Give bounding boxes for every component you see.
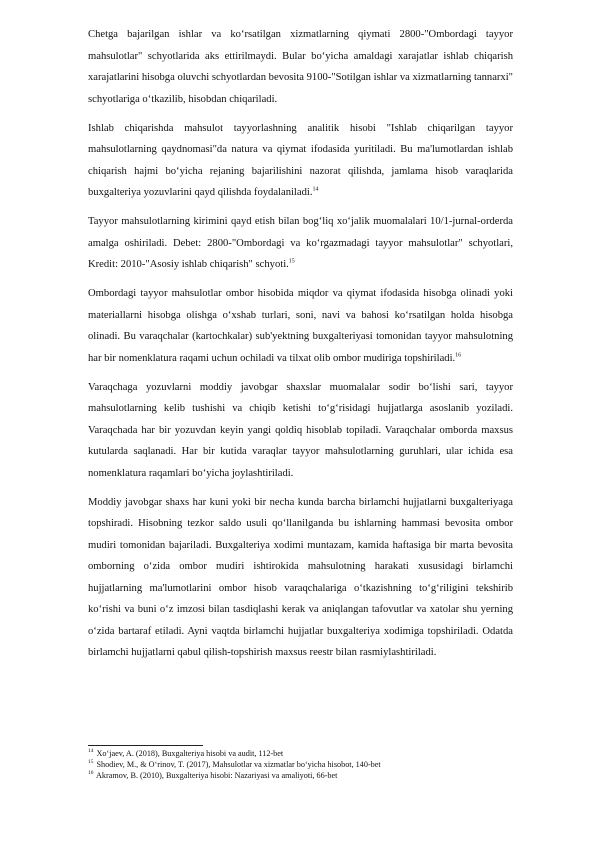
footnote-16 (88, 770, 518, 781)
paragraph-4: Ombordagi tayyor mahsulotlar ombor hisobida miqdor va qiymat ifodasida hisobga olinadi yoki materiallarni hisobga olishga o‘xshab turlari, soni, navi va bahosi ko‘rsatilgan holda hisobga olinadi. Bu varaqchalar (kartochkalar) sub'yektning buxgalteriyasi tomonidan tayyor mahsulotning har bir nomenklatura raqami uchun ochiladi va tilxat olib ombor mudiriga topshiriladi.$^{16}$ (88, 288, 513, 364)
footnote-text: Akramov, B. (2010), Buxgalteriya hisobi: Nazariyasi va amaliyoti, 66-bet (96, 771, 338, 780)
footnote-separator (88, 745, 203, 746)
paragraph-2: Ishlab chiqarishda mahsulot tayyorlashning analitik hisobi "Ishlab chiqarilgan tayyor mahsulotlarning qaydnomasi"da natura va qiymat ifodasida yuritiladi. Bu ma'lumotlardan ishlab chiqarish hajmi bo‘yicha rejaning bajarilishini nazorat qilishda, jamlama hisob varaqlarida buxgalteriya yozuvlarini qayd qilishda foydalaniladi.$^{14}$ (88, 122, 513, 198)
footnote-14 (88, 748, 518, 759)
footnote-number: 16 (88, 770, 94, 777)
footnote-text: Shodiev, M., & O‘rinov, T. (2017), Mahsulotlar va xizmatlar bo‘yicha hisobot, 140-bet (96, 760, 381, 769)
paragraph-6: Moddiy javobgar shaxs har kuni yoki bir necha kunda barcha birlamchi hujjatlarni buxgalteriyaga topshiradi. Hisobning tezkor saldo usuli qo‘llanilganda bu ishlarning hammasi bevosita ombor mudiri tomonidan bajariladi. Buxgalteriya xodimi muntazam, kamida haftasiga bir marta bevosita omborning o‘zida ombor mudiri ishtirokida mahsulotning harakati xususidagi birlamchi hujjatlarning ma'lumotlarini ombor hisob varaqchalariga o‘tkazishning to‘g‘riligini tekshirib ko‘rishi va buni o‘z imzosi bilan tasdiqlashi kerak va aniqlangan tafovutlar va xatolar shu yerning o‘zida bartaraf etiladi. Ayni vaqtda birlamchi hujjatlar buxgalteriya xodimiga topshiriladi. Odatda birlamchi hujjatlarni qabul qilish-topshirish maxsus reestr bilan rasmiylashtiriladi. (88, 496, 513, 658)
paragraph-1: Chetga bajarilgan ishlar va ko‘rsatilgan xizmatlarning qiymati 2800-"Ombordagi tayyor mahsulotlar" schyotlarida aks ettirilmaydi. Bular bo‘yicha amaldagi xarajatlar ishlab chiqarish xarajatlarini hisobga oluvchi schyotlardan bevosita 9100-"Sotilgan ishlar va xizmatlarning tannarxi" schyotlariga o‘tkazilib, hisobdan chiqariladi. (88, 29, 513, 105)
footnote-number: 15 (88, 759, 94, 766)
paragraph-5: Varaqchaga yozuvlarni moddiy javobgar shaxslar muomalalar sodir bo‘lishi sari, tayyor mahsulotlarning kelib tushishi va chiqib ketishi to‘g‘risidagi hujjatlarga asoslanib yoziladi. Varaqchada har bir yozuvdan keyin yangi qoldiq hisoblab topiladi. Varaqchalar omborda maxsus kutularda saqlanadi. Har bir kutida varaqlar tayyor mahsulotlarning guruhlari, ular ichida esa nomenklatura raqamlari bo‘yicha joylashtiriladi. (88, 381, 513, 479)
footnote-ref-16[interactable]: 16 (455, 351, 462, 358)
document-body (88, 24, 513, 664)
footnotes (88, 748, 518, 781)
footnote-ref-15[interactable]: 15 (288, 258, 295, 265)
footnote-text: Xo‘jaev, A. (2018), Buxgalteriya hisobi va audit, 112-bet (96, 749, 284, 758)
footnote-15 (88, 759, 518, 770)
paragraph-3: Tayyor mahsulotlarning kirimini qayd etish bilan bog‘liq xo‘jalik muomalalari 10/1-jurnal-orderda amalga oshiriladi. Debet: 2800-"Ombordagi va ko‘rgazmadagi tayyor mahsulotlar" schyotlari, Kredit: 2010-"Asosiy ishlab chiqarish" schyoti.$^{15}$ (88, 216, 513, 270)
footnote-number: 14 (88, 748, 94, 755)
footnote-ref-14[interactable]: 14 (312, 186, 319, 193)
